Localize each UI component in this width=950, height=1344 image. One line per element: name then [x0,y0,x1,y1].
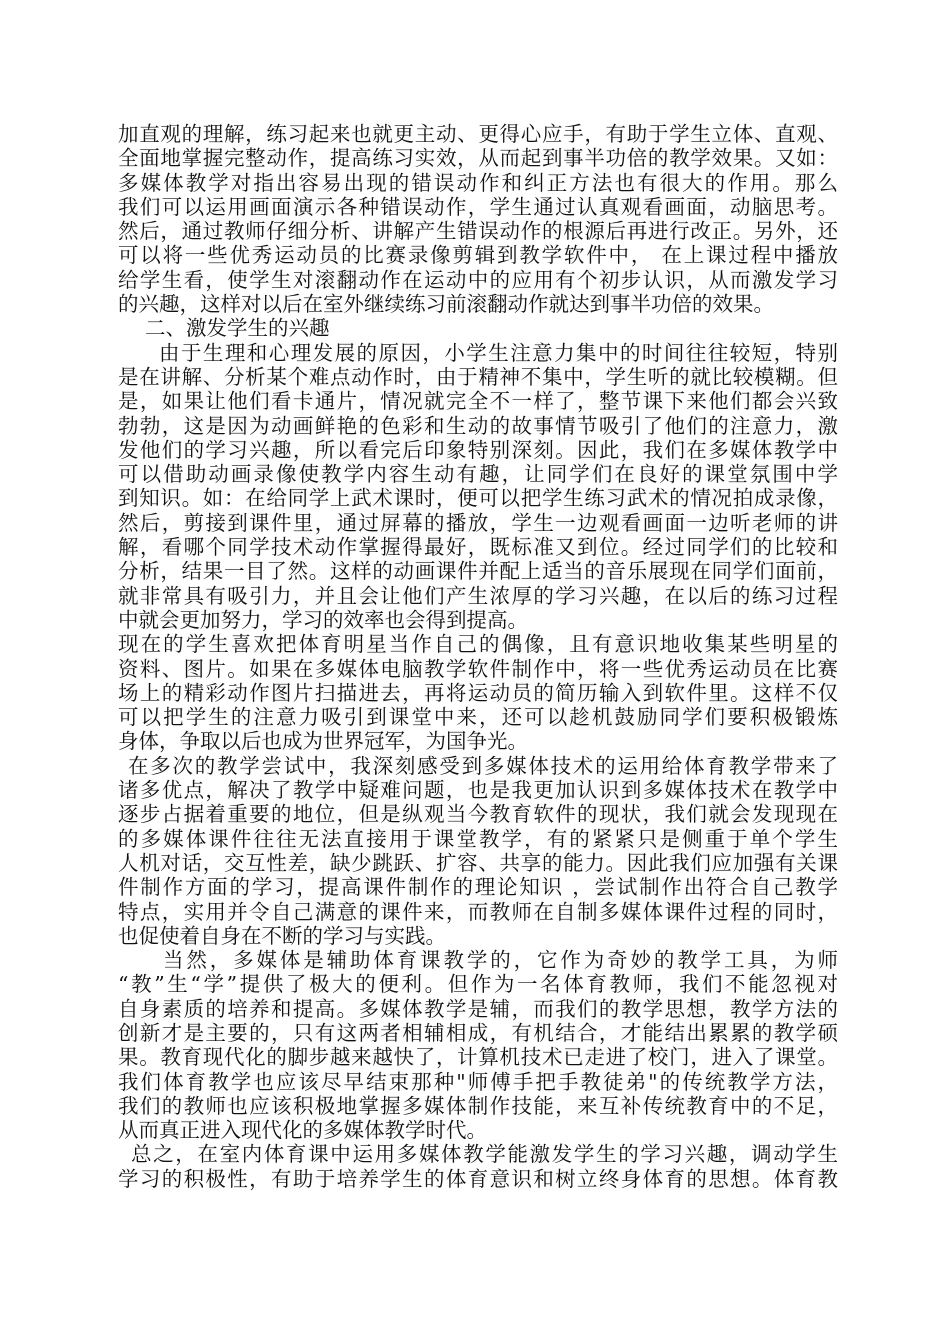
text-line: 发他们的学习兴趣，所以看完后印象特别深刻。因此，我们在多媒体教学中 [118,437,838,462]
text-line: 资料、图片。如果在多媒体电脑教学软件制作中，将一些优秀运动员在比赛 [118,656,838,681]
text-line: 从而真正进入现代化的多媒体教学时代。 [118,1118,487,1143]
text-line: 身体，争取以后也成为世界冠军，为国争光。 [118,729,528,754]
text-line: 场上的精彩动作图片扫描进去，再将运动员的简历输入到软件里。这样不仅 [118,680,838,705]
text-line: 可以借助动画录像使教学内容生动有趣，让同学们在良好的课堂氛围中学 [118,462,838,487]
text-line: 全面地掌握完整动作，提高练习实效，从而起到事半功倍的教学效果。又如： [118,146,838,171]
text-line: 解，看哪个同学技术动作掌握得最好，既标准又到位。经过同学们的比较和 [118,535,838,560]
text-line: 果。教育现代化的脚步越来越快了，计算机技术已走进了校门，进入了课堂。 [118,1045,838,1070]
text-line: 加直观的理解，练习起来也就更主动、更得心应手，有助于学生立体、直观、 [118,122,838,146]
text-line: 创新才是主要的，只有这两者相辅相成，有机结合，才能结出累累的教学硕 [118,1020,838,1045]
text-line: 诸多优点，解决了教学中疑难问题，也是我更加认识到多媒体技术在教学中 [118,778,838,803]
text-line: 我们可以运用画面演示各种错误动作，学生通过认真观看画面，动脑思考。 [118,194,838,219]
text-line: 可以将一些优秀运动员的比赛录像剪辑到教学软件中， 在上课过程中播放 [118,243,838,268]
text-line: 给学生看，使学生对滚翻动作在运动中的应用有个初步认识，从而激发学习 [118,267,838,292]
text-line: 在多次的教学尝试中，我深刻感受到多媒体技术的运用给体育教学带来了 [128,753,838,778]
text-line: 由于生理和心理发展的原因，小学生注意力集中的时间往往较短，特别 [159,340,838,365]
text-line: 我们的教师也应该积极地掌握多媒体制作技能，来互补传统教育中的不足， [118,1093,838,1118]
text-line: 然后，通过教师仔细分析、讲解产生错误动作的根源后再进行改正。另外，还 [118,219,838,244]
text-line: 总之，在室内体育课中运用多媒体教学能激发学生的学习兴趣，调动学生 [131,1142,838,1167]
text-line: 然后，剪接到课件里，通过屏幕的播放，学生一边观看画面一边听老师的讲 [118,510,838,535]
text-line: 中就会更加努力，学习的效率也会得到提高。 [118,607,528,632]
text-line: “教”生“学”提供了极大的便利。但作为一名体育教师，我们不能忽视对 [118,972,838,997]
text-line: 到知识。如：在给同学上武术课时，便可以把学生练习武术的情况拍成录像， [118,486,838,511]
text-line: 我们体育教学也应该尽早结束那种"师傅手把手教徒弟"的传统教学方法， [118,1069,838,1094]
text-line: 当然，多媒体是辅助体育课教学的，它作为奇妙的教学工具，为师 [163,948,838,973]
text-line: 也促使着自身在不断的学习与实践。 [118,923,446,948]
text-line: 多媒体教学对指出容易出现的错误动作和纠正方法也有很大的作用。那么 [118,170,838,195]
text-line: 是，如果让他们看卡通片，情况就完全不一样了，整节课下来他们都会兴致 [118,389,838,414]
text-line: 可以把学生的注意力吸引到课堂中来，还可以趁机鼓励同学们要积极锻炼 [118,705,838,730]
text-line: 二、激发学生的兴趣 [145,316,330,341]
text-line: 分析，结果一目了然。这样的动画课件并配上适当的音乐展现在同学们面前， [118,559,838,584]
text-line: 学习的积极性，有助于培养学生的体育意识和树立终身体育的思想。体育教 [118,1166,838,1191]
document-body [118,122,838,1191]
text-line: 特点，实用并令自己满意的课件来，而教师在自制多媒体课件过程的同时， [118,899,838,924]
text-line: 件制作方面的学习，提高课件制作的理论知识 ，尝试制作出符合自己教学 [118,875,838,900]
text-line: 的兴趣，这样对以后在室外继续练习前滚翻动作就达到事半功倍的效果。 [118,292,774,317]
text-line: 就非常具有吸引力，并且会让他们产生浓厚的学习兴趣，在以后的练习过程 [118,583,838,608]
text-line: 自身素质的培养和提高。多媒体教学是辅，而我们的教学思想，教学方法的 [118,996,838,1021]
text-line: 逐步占据着重要的地位，但是纵观当今教育软件的现状，我们就会发现现在 [118,802,838,827]
text-line: 人机对话，交互性差，缺少跳跃、扩容、共享的能力。因此我们应加强有关课 [118,850,838,875]
text-line: 现在的学生喜欢把体育明星当作自己的偶像，且有意识地收集某些明星的 [118,632,838,657]
text-line: 勃勃，这是因为动画鲜艳的色彩和生动的故事情节吸引了他们的注意力，激 [118,413,838,438]
text-line: 的多媒体课件往往无法直接用于课堂教学，有的紧紧只是侧重于单个学生 [118,826,838,851]
text-line: 是在讲解、分析某个难点动作时，由于精神不集中，学生听的就比较模糊。但 [118,364,838,389]
